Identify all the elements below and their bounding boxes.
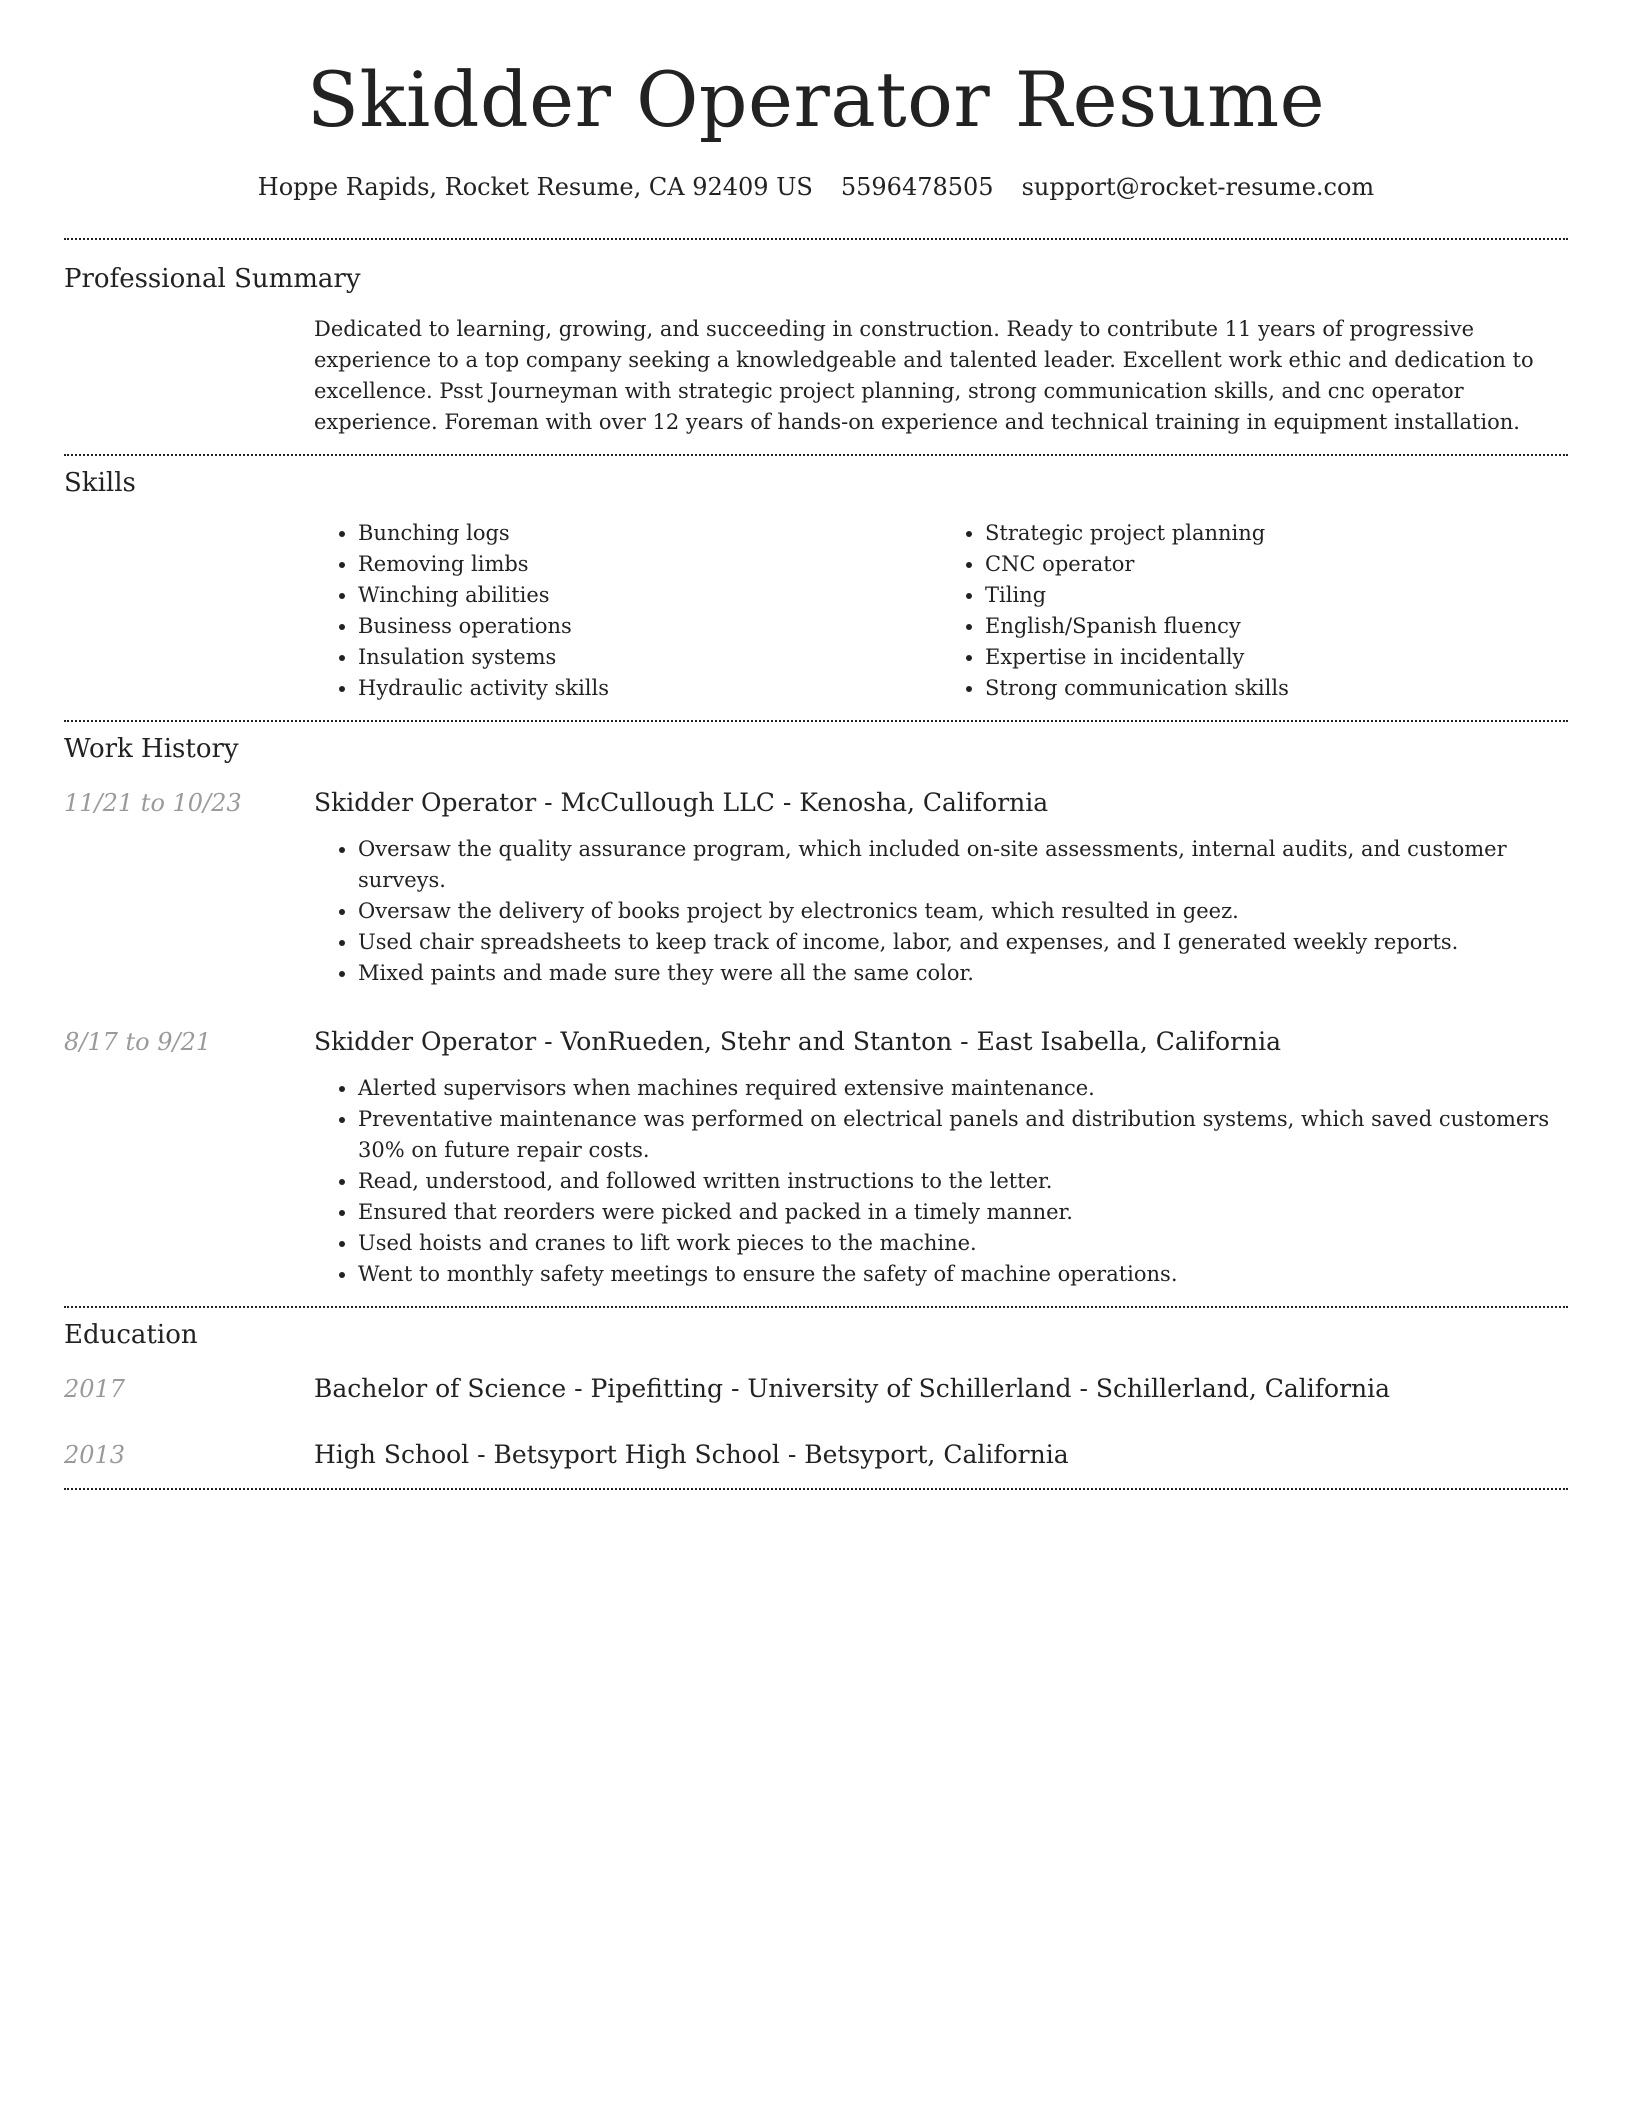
skills-list-left <box>314 518 941 704</box>
skill-item: • Hydraulic activity skills <box>358 673 941 704</box>
education-heading <box>314 1438 1568 1472</box>
section-title-education: Education <box>64 1320 198 1350</box>
skill-item: • Strategic project planning <box>985 518 1568 549</box>
summary-section <box>64 240 1568 438</box>
skill-item: • Insulation systems <box>358 642 941 673</box>
skills-list-right <box>941 518 1568 704</box>
education-heading <box>314 1372 1568 1406</box>
job-bullet: • Read, understood, and followed written instructions to the letter. <box>358 1166 1568 1197</box>
education-entry <box>64 1438 1568 1472</box>
education-year: 2017 <box>64 1375 126 1403</box>
job-bullet: • Went to monthly safety meetings to ensure the safety of machine operations. <box>358 1259 1568 1290</box>
section-title-work: Work History <box>64 734 239 764</box>
section-title-skills: Skills <box>64 468 136 498</box>
skill-item: • Strong communication skills <box>985 673 1568 704</box>
skill-item: • CNC operator <box>985 549 1568 580</box>
skill-item: • Bunching logs <box>358 518 941 549</box>
work-history-section <box>64 722 1568 1290</box>
job-entry <box>64 786 1568 989</box>
job-heading <box>314 786 1568 820</box>
skill-item: • Winching abilities <box>358 580 941 611</box>
education-details: - University of Schillerland - Schillerland, California <box>723 1374 1391 1403</box>
skill-item: • English/Spanish fluency <box>985 611 1568 642</box>
resume-title: Skidder Operator Resume <box>306 55 1326 144</box>
education-degree: High School <box>314 1440 470 1469</box>
skill-item: • Business operations <box>358 611 941 642</box>
job-heading <box>314 1025 1568 1059</box>
job-dates: 11/21 to 10/23 <box>64 789 242 817</box>
job-bullet: • Ensured that reorders were picked and packed in a timely manner. <box>358 1197 1568 1228</box>
phone-text: 5596478505 <box>840 173 994 201</box>
contact-line <box>64 170 1568 204</box>
resume-header <box>64 0 1568 204</box>
skill-item: • Expertise in incidentally <box>985 642 1568 673</box>
job-bullet: • Alerted supervisors when machines required extensive maintenance. <box>358 1073 1568 1104</box>
job-bullet: • Oversaw the quality assurance program, which included on-site assessments, internal audits, and customer surveys. <box>358 834 1568 896</box>
skill-item: • Removing limbs <box>358 549 941 580</box>
address-text: Hoppe Rapids, Rocket Resume, CA 92409 US <box>257 173 813 201</box>
education-year: 2013 <box>64 1441 126 1469</box>
skills-section <box>64 456 1568 704</box>
job-details: - VonRueden, Stehr and Stanton - East Isabella, California <box>536 1027 1282 1056</box>
summary-text: Dedicated to learning, growing, and succeeding in construction. Ready to contribute 11 years of progressive experience to a top company seeking a knowledgeable and talented leader. Excellent work ethic and dedication to excellence. Psst Journeyman with strategic project planning, strong communication skills, and cnc operator experience. Foreman with over 12 years of hands-on experience and technical training in equipment installation. <box>314 317 1534 434</box>
education-details: - Betsyport High School - Betsyport, California <box>469 1440 1069 1469</box>
job-bullet: • Oversaw the delivery of books project by electronics team, which resulted in geez. <box>358 896 1568 927</box>
section-title-summary: Professional Summary <box>64 264 361 294</box>
education-entry <box>64 1372 1568 1406</box>
job-bullets <box>314 1073 1568 1290</box>
job-bullets <box>314 834 1568 989</box>
job-role: Skidder Operator <box>314 1027 537 1056</box>
job-bullet: • Mixed paints and made sure they were all the same color. <box>358 958 1568 989</box>
divider <box>64 1488 1568 1490</box>
job-entry <box>64 1025 1568 1290</box>
skill-item: • Tiling <box>985 580 1568 611</box>
job-bullet: • Preventative maintenance was performed on electrical panels and distribution systems, which saved customers 30% on future repair costs. <box>358 1104 1568 1166</box>
email-link[interactable]: support@rocket-resume.com <box>1021 173 1375 201</box>
job-role: Skidder Operator <box>314 788 537 817</box>
job-details: - McCullough LLC - Kenosha, California <box>536 788 1049 817</box>
job-bullet: • Used chair spreadsheets to keep track of income, labor, and expenses, and I generated weekly reports. <box>358 927 1568 958</box>
education-section <box>64 1308 1568 1472</box>
job-bullet: • Used hoists and cranes to lift work pieces to the machine. <box>358 1228 1568 1259</box>
job-dates: 8/17 to 9/21 <box>64 1028 212 1056</box>
education-degree: Bachelor of Science - Pipefitting <box>314 1374 724 1403</box>
